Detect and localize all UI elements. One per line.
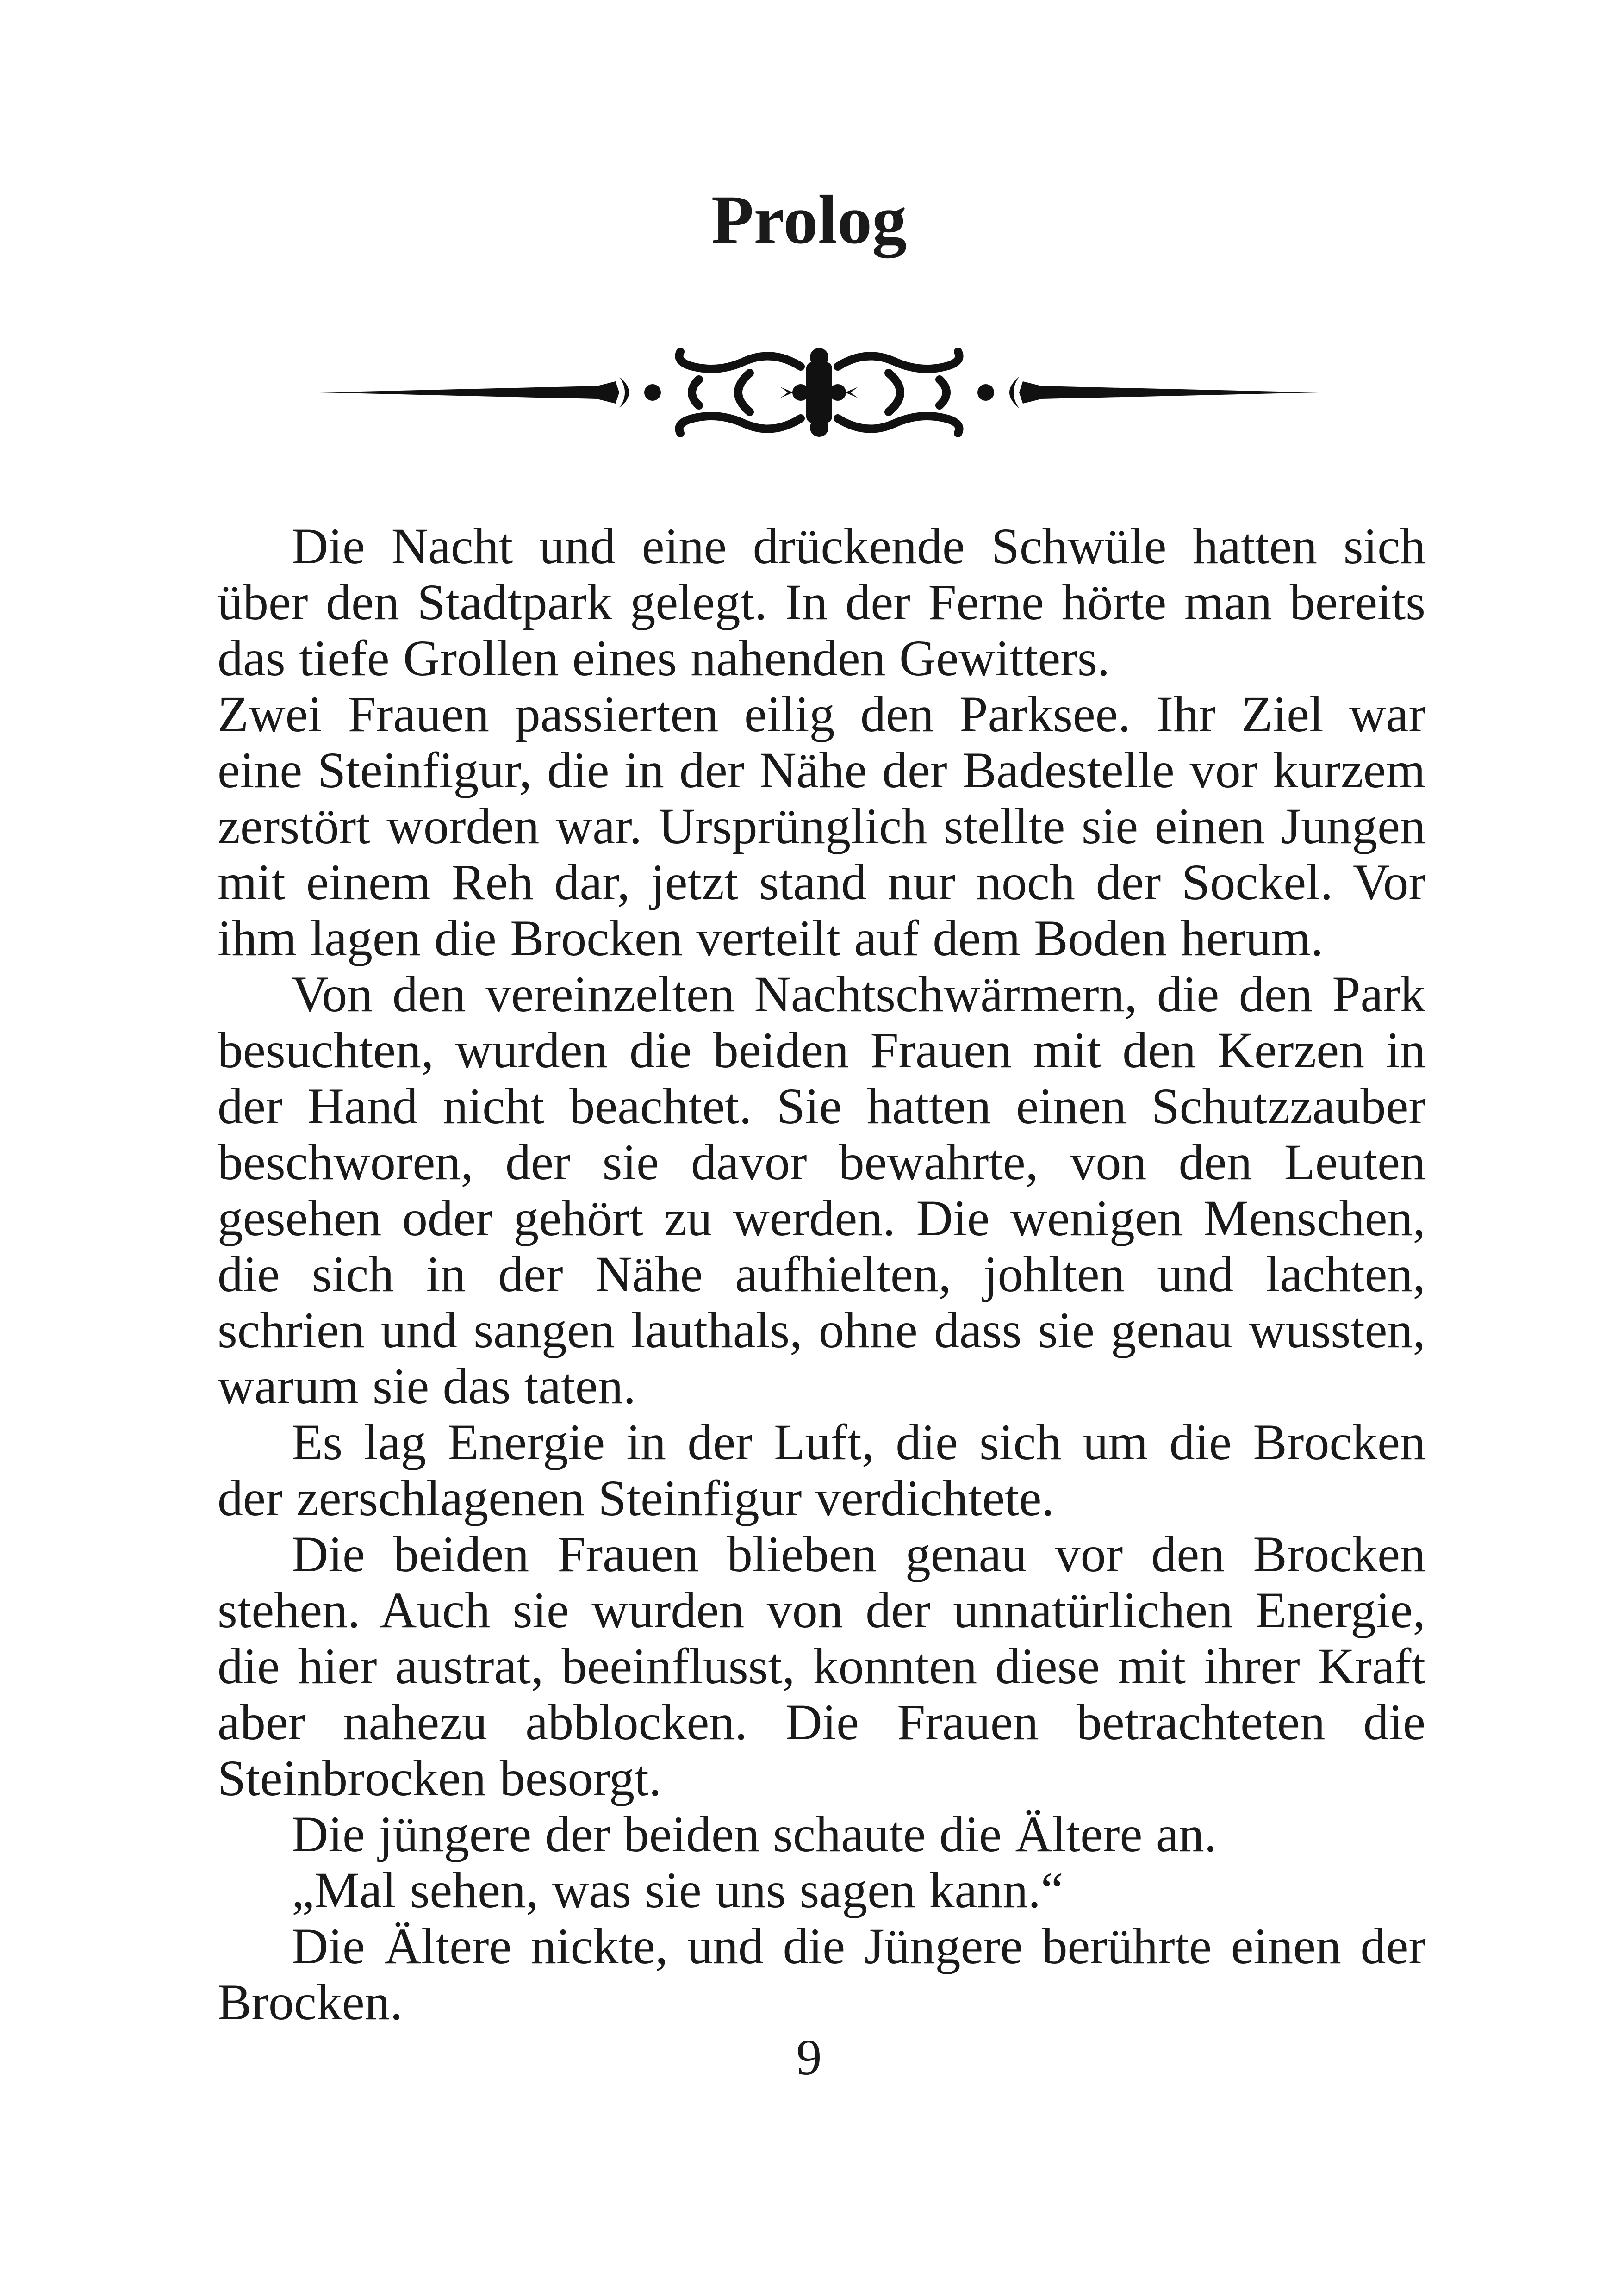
chapter-title: Prolog <box>711 181 907 258</box>
chapter-body <box>218 518 1425 2030</box>
paragraph: Die jüngere der beiden schaute die Ältere an. <box>292 1806 1217 1862</box>
page-number: 9 <box>796 2029 822 2085</box>
paragraph: Es lag Energie in der Luft, die sich um die Brocken der zerschlagenen Steinfigur verdichtete. <box>218 1414 1425 1526</box>
paragraph: Die Nacht und eine drückende Schwüle hatten sich über den Stadtpark gelegt. In der Ferne hörte man bereits das tiefe Grollen eines nahenden Gewitters. <box>218 518 1425 686</box>
flourish-divider-icon <box>319 333 1319 444</box>
paragraph: Die beiden Frauen blieben genau vor den Brocken stehen. Auch sie wurden von der unnatürlichen Energie, die hier austrat, beeinflusst, konnten diese mit ihrer Kraft aber nahezu abblocken. Die Frauen betrachteten die Steinbrocken besorgt. <box>218 1526 1425 1806</box>
paragraph: Zwei Frauen passierten eilig den Parksee. Ihr Ziel war eine Steinfigur, die in der Nähe der Badestelle vor kurzem zerstört worden war. Ursprünglich stellte sie einen Jungen mit einem Reh dar, jetzt stand nur noch der Sockel. Vor ihm lagen die Brocken verteilt auf dem Boden herum. <box>218 686 1425 966</box>
paragraph: „Mal sehen, was sie uns sagen kann.“ <box>292 1862 1064 1918</box>
paragraph: Die Ältere nickte, und die Jüngere berührte einen der Brocken. <box>218 1918 1425 2030</box>
paragraph: Von den vereinzelten Nachtschwärmern, die den Park besuchten, wurden die beiden Frauen mit den Kerzen in der Hand nicht beachtet. Sie hatten einen Schutzzauber beschworen, der sie davor bewahrte, von den Leuten gesehen oder gehört zu werden. Die wenigen Menschen, die sich in der Nähe aufhielten, johlten und lachten, schrien und sangen lauthals, ohne dass sie genau wussten, warum sie das taten. <box>218 966 1425 1414</box>
